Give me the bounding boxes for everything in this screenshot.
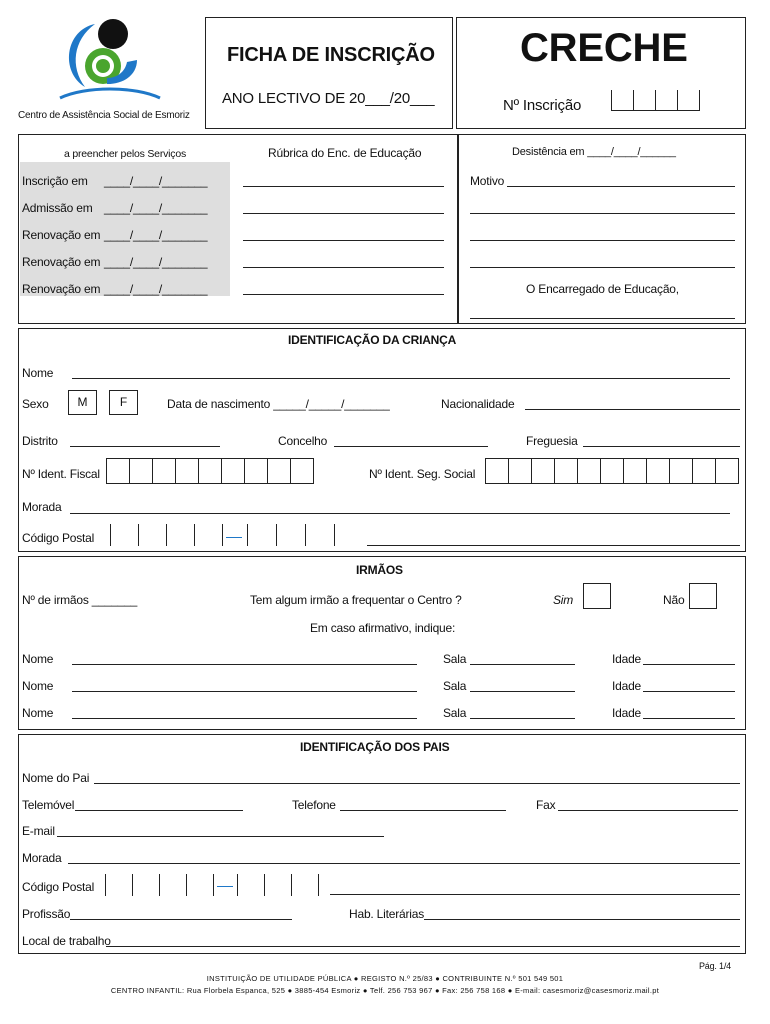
signature-line[interactable] xyxy=(243,294,444,295)
reason-line[interactable] xyxy=(470,213,735,214)
parent-locality-line[interactable] xyxy=(330,894,740,895)
service-row-date[interactable]: ____/____/_______ xyxy=(104,255,208,269)
workplace-line[interactable] xyxy=(106,946,740,947)
service-row-label: Inscrição em xyxy=(22,174,88,188)
siblings-count[interactable]: Nº de irmãos _______ xyxy=(22,593,138,607)
child-postal-code-field[interactable] xyxy=(110,524,223,546)
reason-line[interactable] xyxy=(507,186,735,187)
profession-label: Profissão xyxy=(22,907,71,921)
parent-postal-code-suffix-field[interactable] xyxy=(237,874,319,896)
mobile-label: Telemóvel xyxy=(22,798,75,812)
birth-date[interactable]: Data de nascimento _____/_____/_______ xyxy=(167,397,390,411)
services-caption: a preencher pelos Serviços xyxy=(64,148,187,160)
county-label: Concelho xyxy=(278,434,328,448)
nationality-line[interactable] xyxy=(525,409,740,410)
father-name-label: Nome do Pai xyxy=(22,771,90,785)
parent-address-label: Morada xyxy=(22,851,62,865)
county-line[interactable] xyxy=(334,446,488,447)
social-security-label: Nº Ident. Seg. Social xyxy=(369,467,476,481)
title-box xyxy=(205,17,453,129)
sibling-room-label: Sala xyxy=(443,679,467,693)
profession-line[interactable] xyxy=(70,919,292,920)
postal-code-dash xyxy=(226,537,242,538)
child-section xyxy=(18,328,746,552)
district-line[interactable] xyxy=(70,446,220,447)
sibling-name-line[interactable] xyxy=(72,664,417,665)
service-row-date[interactable]: ____/____/_______ xyxy=(104,228,208,242)
page-number: Pág. 1/4 xyxy=(699,961,731,971)
child-locality-line[interactable] xyxy=(367,545,740,546)
yes-checkbox[interactable] xyxy=(583,583,611,609)
footer-line-2: CENTRO INFANTIL: Rua Florbela Espanca, 525 ● 3885-454 Esmoriz ● Telf. 256 753 967 ● Fax: 256 758 168 ● E-mail: casesmoriz@casesmoriz.mail.pt xyxy=(110,986,660,995)
form-title: FICHA DE INSCRIÇÃO xyxy=(227,44,435,66)
sibling-room-line[interactable] xyxy=(470,718,575,719)
siblings-question: Tem algum irmão a frequentar o Centro ? xyxy=(250,593,462,607)
service-row-label: Admissão em xyxy=(22,201,93,215)
workplace-label: Local de trabalho xyxy=(22,934,111,948)
no-label: Não xyxy=(663,593,685,607)
parents-heading: IDENTIFICAÇÃO DOS PAIS xyxy=(300,740,450,754)
logo xyxy=(55,12,165,107)
social-security-field[interactable] xyxy=(485,458,739,484)
child-address-label: Morada xyxy=(22,500,62,514)
signature-line[interactable] xyxy=(243,213,444,214)
reason-line[interactable] xyxy=(470,240,735,241)
sibling-age-line[interactable] xyxy=(643,718,735,719)
fax-line[interactable] xyxy=(558,810,738,811)
nationality-label: Nacionalidade xyxy=(441,397,515,411)
child-postal-code-suffix-field[interactable] xyxy=(247,524,335,546)
phone-line[interactable] xyxy=(340,810,506,811)
parent-postal-code-field[interactable] xyxy=(105,874,214,896)
signature-line[interactable] xyxy=(243,267,444,268)
phone-label: Telefone xyxy=(292,798,336,812)
sibling-age-label: Idade xyxy=(612,679,642,693)
sex-m-checkbox[interactable]: M xyxy=(68,390,97,415)
parents-section xyxy=(18,734,746,954)
sibling-name-label: Nome xyxy=(22,706,54,720)
sibling-name-line[interactable] xyxy=(72,718,417,719)
parish-line[interactable] xyxy=(583,446,740,447)
sibling-name-label: Nome xyxy=(22,679,54,693)
sex-label: Sexo xyxy=(22,397,49,411)
sibling-room-label: Sala xyxy=(443,652,467,666)
tax-id-label: Nº Ident. Fiscal xyxy=(22,467,100,481)
registration-number-label: Nº Inscrição xyxy=(503,97,582,114)
parent-address-line[interactable] xyxy=(68,863,740,864)
district-label: Distrito xyxy=(22,434,58,448)
siblings-instruction: Em caso afirmativo, indique: xyxy=(310,621,456,635)
no-checkbox[interactable] xyxy=(689,583,717,609)
sibling-age-label: Idade xyxy=(612,652,642,666)
signature-line[interactable] xyxy=(243,186,444,187)
child-postal-code-label: Código Postal xyxy=(22,531,95,545)
parent-postal-code-label: Código Postal xyxy=(22,880,95,894)
guardian-label: O Encarregado de Educação, xyxy=(526,282,679,296)
email-line[interactable] xyxy=(57,836,384,837)
siblings-heading: IRMÃOS xyxy=(356,563,403,577)
registration-number-field[interactable] xyxy=(611,90,700,111)
service-row-date[interactable]: ____/____/_______ xyxy=(104,174,208,188)
signature-header: Rúbrica do Enc. de Educação xyxy=(268,146,422,160)
child-heading: IDENTIFICAÇÃO DA CRIANÇA xyxy=(288,333,457,347)
father-name-line[interactable] xyxy=(94,783,740,784)
guardian-signature-line[interactable] xyxy=(470,318,735,319)
yes-label: Sim xyxy=(553,593,574,607)
fax-label: Fax xyxy=(536,798,556,812)
child-name-line[interactable] xyxy=(72,378,730,379)
footer-line-1: INSTITUIÇÃO DE UTILIDADE PÚBLICA ● REGISTO N.º 25/83 ● CONTRIBUINTE N.º 501 549 501 xyxy=(206,974,564,983)
reason-label: Motivo xyxy=(470,174,505,188)
service-row-label: Renovação em xyxy=(22,228,101,242)
sibling-room-label: Sala xyxy=(443,706,467,720)
qualifications-line[interactable] xyxy=(424,919,740,920)
sibling-age-line[interactable] xyxy=(643,691,735,692)
child-name-label: Nome xyxy=(22,366,54,380)
sex-f-checkbox[interactable]: F xyxy=(109,390,138,415)
section-title: CRECHE xyxy=(520,26,688,70)
reason-line[interactable] xyxy=(470,267,735,268)
sibling-name-line[interactable] xyxy=(72,691,417,692)
sibling-age-label: Idade xyxy=(612,706,642,720)
email-label: E-mail xyxy=(22,824,55,838)
sibling-name-label: Nome xyxy=(22,652,54,666)
withdrawal-date[interactable]: Desistência em ____/____/______ xyxy=(512,146,676,158)
sibling-room-line[interactable] xyxy=(470,664,575,665)
qualifications-label: Hab. Literárias xyxy=(349,907,425,921)
siblings-section xyxy=(18,556,746,730)
parish-label: Freguesia xyxy=(526,434,578,448)
signature-line[interactable] xyxy=(243,240,444,241)
sibling-room-line[interactable] xyxy=(470,691,575,692)
service-row-label: Renovação em xyxy=(22,282,101,296)
school-year: ANO LECTIVO DE 20___/20___ xyxy=(222,90,435,107)
service-row-date[interactable]: ____/____/_______ xyxy=(104,201,208,215)
postal-code-dash xyxy=(217,886,233,887)
mobile-line[interactable] xyxy=(75,810,243,811)
service-row-date[interactable]: ____/____/_______ xyxy=(104,282,208,296)
child-address-line[interactable] xyxy=(70,513,730,514)
sibling-age-line[interactable] xyxy=(643,664,735,665)
service-row-label: Renovação em xyxy=(22,255,101,269)
org-name: Centro de Assistência Social de Esmoriz xyxy=(18,110,190,121)
tax-id-field[interactable] xyxy=(106,458,314,484)
